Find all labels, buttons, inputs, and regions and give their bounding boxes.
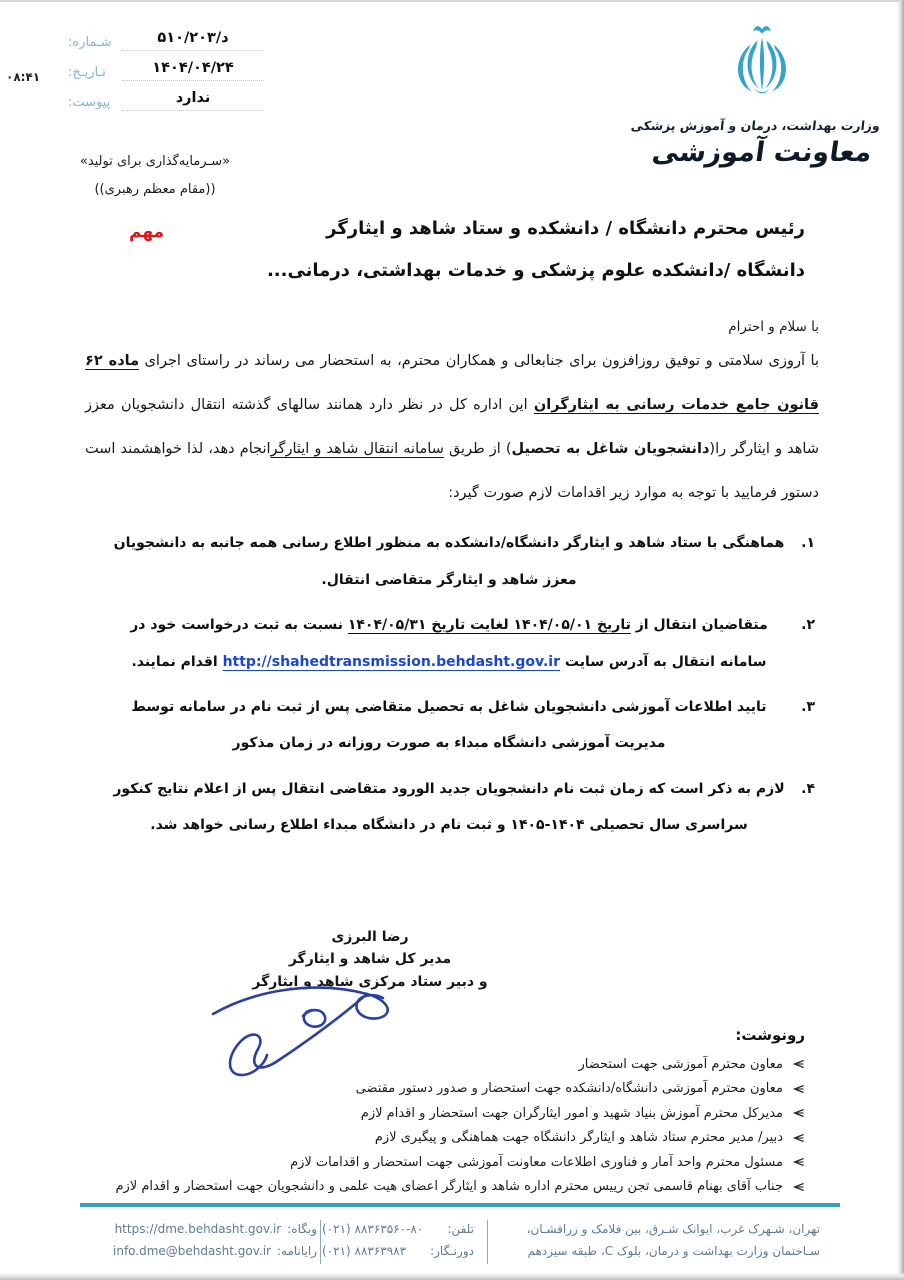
footer-fax-value: (۰۲۱) ۸۸۳۶۳۹۸۳ bbox=[322, 1244, 407, 1259]
footer-phone-label: تلفن: bbox=[447, 1222, 474, 1236]
cc-item-text: معاون محترم آموزشی جهت استحضار bbox=[578, 1056, 783, 1072]
cc-item-text: مدیرکل محترم آموزش بنیاد شهید و امور ایثارگران جهت استحضار و اقدام لازم bbox=[360, 1105, 783, 1121]
importance-badge: مهم bbox=[129, 222, 165, 242]
footer-online bbox=[85, 1218, 317, 1262]
arrow-bullet-icon bbox=[792, 1084, 805, 1094]
list-item-number: ۳. bbox=[801, 699, 815, 716]
list-item bbox=[85, 771, 819, 844]
recipient-line-2: دانشگاه /دانشکده علوم پزشکی و خدمات بهداشتی، درمانی... bbox=[266, 260, 805, 282]
cc-list bbox=[85, 1052, 805, 1199]
text-segment: لازم به ذکر است که زمان ثبت نام دانشجویان جدید الورود متقاضی انتقال پس از اعلام نتایج کنکور سراسری سال تحصیلی ۱۴۰۴-۱۴۰۵ و ثبت نام در دانشگاه مبداء اطلاع رسانی خواهد شد. bbox=[113, 780, 785, 834]
footer-divider bbox=[487, 1220, 488, 1264]
footer-rule bbox=[80, 1203, 840, 1207]
cc-item bbox=[85, 1126, 805, 1151]
list-item bbox=[85, 607, 819, 680]
footer-web-value: https://dme.behdasht.gov.ir bbox=[114, 1222, 282, 1236]
letter-number-label: شـماره: bbox=[68, 35, 112, 50]
text-segment: ماده ۶۲ قانون جامع خدمات رسانی به ایثارگران bbox=[85, 352, 819, 413]
letter-date-value: ۱۴۰۴/۰۴/۲۴ bbox=[122, 60, 264, 81]
arrow-bullet-icon bbox=[792, 1108, 805, 1118]
recipient-block bbox=[85, 208, 805, 293]
signature-title-2: و دبیر ستاد مرکزی شاهد و ایثارگر bbox=[252, 973, 488, 990]
letter-number-value: د/۵۱۰/۲۰۳ bbox=[122, 30, 264, 51]
page-edge-top bbox=[0, 0, 904, 2]
footer-phone-value: (۰۲۱) ۸۸۳۶۳۵۶۰-۸۰ bbox=[322, 1222, 424, 1236]
iran-emblem-icon bbox=[725, 22, 799, 112]
cc-item bbox=[85, 1077, 805, 1102]
list-item-text bbox=[130, 617, 768, 669]
body-paragraph bbox=[85, 339, 819, 516]
footer-address-line-2: سـاختمان وزارت بهداشت و درمان، بلوک C، طبقه سیزدهم bbox=[527, 1244, 820, 1259]
footer-email bbox=[85, 1240, 317, 1262]
cc-label: رونوشت: bbox=[735, 1026, 805, 1044]
cc-item bbox=[85, 1101, 805, 1126]
footer-contact bbox=[322, 1218, 474, 1262]
footer-email-value: info.dme@behdasht.gov.ir bbox=[113, 1244, 271, 1259]
text-segment: دانشجویان شاغل به تحصیل bbox=[511, 441, 710, 458]
cc-item-text: مسئول محترم واحد آمار و فناوری اطلاعات معاونت آموزشی جهت استحضار و اقدامات لازم bbox=[290, 1154, 783, 1170]
slogan-line-2: ((مقام معظم رهبری)) bbox=[94, 181, 216, 197]
footer-address bbox=[498, 1218, 820, 1262]
letter-attachment-label: پیوست: bbox=[68, 95, 111, 110]
slogan bbox=[60, 148, 250, 204]
arrow-bullet-icon bbox=[792, 1182, 805, 1192]
letter-date-label: تـاریـخ: bbox=[68, 65, 106, 80]
salutation: با سلام و احترام bbox=[728, 318, 819, 335]
list-item bbox=[85, 525, 819, 598]
text-segment: هماهنگی با ستاد شاهد و ایثارگر دانشگاه/دانشکده به منظور اطلاع رسانی همه جانبه به دانشجویان معزز شاهد و ایثارگر متقاضی انتقال. bbox=[113, 535, 785, 588]
text-segment: اقدام نمایند. bbox=[131, 653, 223, 670]
footer-website bbox=[85, 1218, 317, 1240]
meta-row-date bbox=[68, 60, 264, 81]
list-item-number: ۴. bbox=[801, 780, 815, 797]
text-segment: تایید اطلاعات آموزشی دانشجویان شاغل به تحصیل متقاضی پس از ثبت نام در سامانه توسط مدیریت آموزشی دانشگاه مبداء به صورت روزانه در زمان مذکور bbox=[131, 699, 767, 752]
list-item-number: ۲. bbox=[801, 617, 815, 634]
footer-address-line-1: تهران، شـهرک غرب، ایوانک شـرق، بین فلامک و زرافشـان، bbox=[526, 1222, 820, 1236]
action-items-list bbox=[85, 525, 819, 843]
footer-phone bbox=[322, 1218, 474, 1240]
page-edge-right bbox=[897, 0, 904, 1280]
meta-row-attachment bbox=[68, 90, 264, 111]
list-item-text bbox=[131, 699, 766, 751]
text-segment: ) از طریق bbox=[443, 441, 512, 458]
cc-item-text: دبیر/ مدیر محترم ستاد شاهد و ایثارگر دانشگاه جهت هماهنگی و پیگیری لازم bbox=[374, 1130, 783, 1146]
recipient-line-1: رئیس محترم دانشگاه / دانشکده و ستاد شاهد و ایثارگر bbox=[326, 218, 805, 239]
scan-time: ۰۸:۴۱ bbox=[6, 70, 41, 84]
meta-row-number bbox=[68, 30, 264, 51]
arrow-bullet-icon bbox=[792, 1157, 805, 1167]
letter-content bbox=[85, 208, 819, 853]
list-item bbox=[85, 689, 819, 762]
letter-meta bbox=[68, 30, 264, 120]
footer-email-label: رایانامه: bbox=[276, 1244, 317, 1259]
text-segment: سامانه انتقال شاهد و ایثارگر bbox=[270, 441, 444, 458]
cc-section bbox=[85, 1026, 805, 1199]
footer-fax-label: دورنـگار: bbox=[430, 1244, 474, 1259]
text-segment: با آروزی سلامتی و توفیق روزافزون برای جنابعالی و همکاران محترم، به استحضار می رساند در راستای اجرای bbox=[139, 352, 819, 369]
ministry-name: وزارت بهداشت، درمان و آموزش پزشکی bbox=[630, 118, 881, 133]
page-edge-bottom bbox=[0, 1272, 904, 1280]
letterhead bbox=[630, 22, 881, 168]
footer bbox=[0, 1218, 904, 1270]
signature-name: رضا البرزی bbox=[331, 929, 409, 945]
transmission-site-link[interactable]: http://shahedtransmission.behdasht.gov.ir bbox=[222, 653, 561, 670]
text-segment: انجام دهد، لذا خواهشمند است دستور فرمایید با توجه به موارد زیر اقدامات لازم صورت گیرد: bbox=[85, 441, 819, 502]
cc-item-text: جناب آقای بهنام قاسمی تجن رییس محترم اداره شاهد و ایثارگر اعضای هیت علمی و دانشجویان جهت استحضار و اقدام لازم bbox=[115, 1179, 783, 1195]
text-segment: تاریخ ۱۴۰۴/۰۵/۰۱ لغایت تاریخ ۱۴۰۴/۰۵/۳۱ bbox=[347, 617, 631, 634]
text-segment: این اداره کل در نظر دارد همانند سالهای گذشته انتقال دانشجویان معزز شاهد و ایثارگر را( bbox=[85, 396, 819, 458]
cc-item bbox=[85, 1150, 805, 1175]
text-segment: متقاضیان انتقال از bbox=[630, 617, 768, 634]
list-item-text bbox=[113, 781, 784, 833]
cc-item-text: معاون محترم آموزشی دانشگاه/دانشکده جهت استحضار و صدور دستور مقتضی bbox=[355, 1081, 783, 1097]
deputy-name: معاونت آموزشی bbox=[650, 137, 874, 168]
arrow-bullet-icon bbox=[792, 1059, 805, 1069]
signature-title-1: مدیر کل شاهد و ایثارگر bbox=[288, 951, 452, 968]
letter-attachment-value: ندارد bbox=[122, 90, 264, 111]
footer-divider bbox=[320, 1220, 321, 1264]
footer-fax bbox=[322, 1240, 474, 1262]
list-item-text bbox=[114, 535, 785, 587]
cc-item bbox=[85, 1052, 805, 1077]
text-segment: نسبت به ثبت درخواست خود در سامانه انتقال به آدرس سایت bbox=[130, 617, 767, 670]
slogan-line-1: «سـرمایه‌گذاری برای تولید» bbox=[79, 154, 231, 169]
list-item-number: ۱. bbox=[801, 535, 815, 552]
arrow-bullet-icon bbox=[792, 1133, 805, 1143]
footer-web-label: وبگاه: bbox=[287, 1222, 317, 1236]
cc-item bbox=[85, 1175, 805, 1200]
